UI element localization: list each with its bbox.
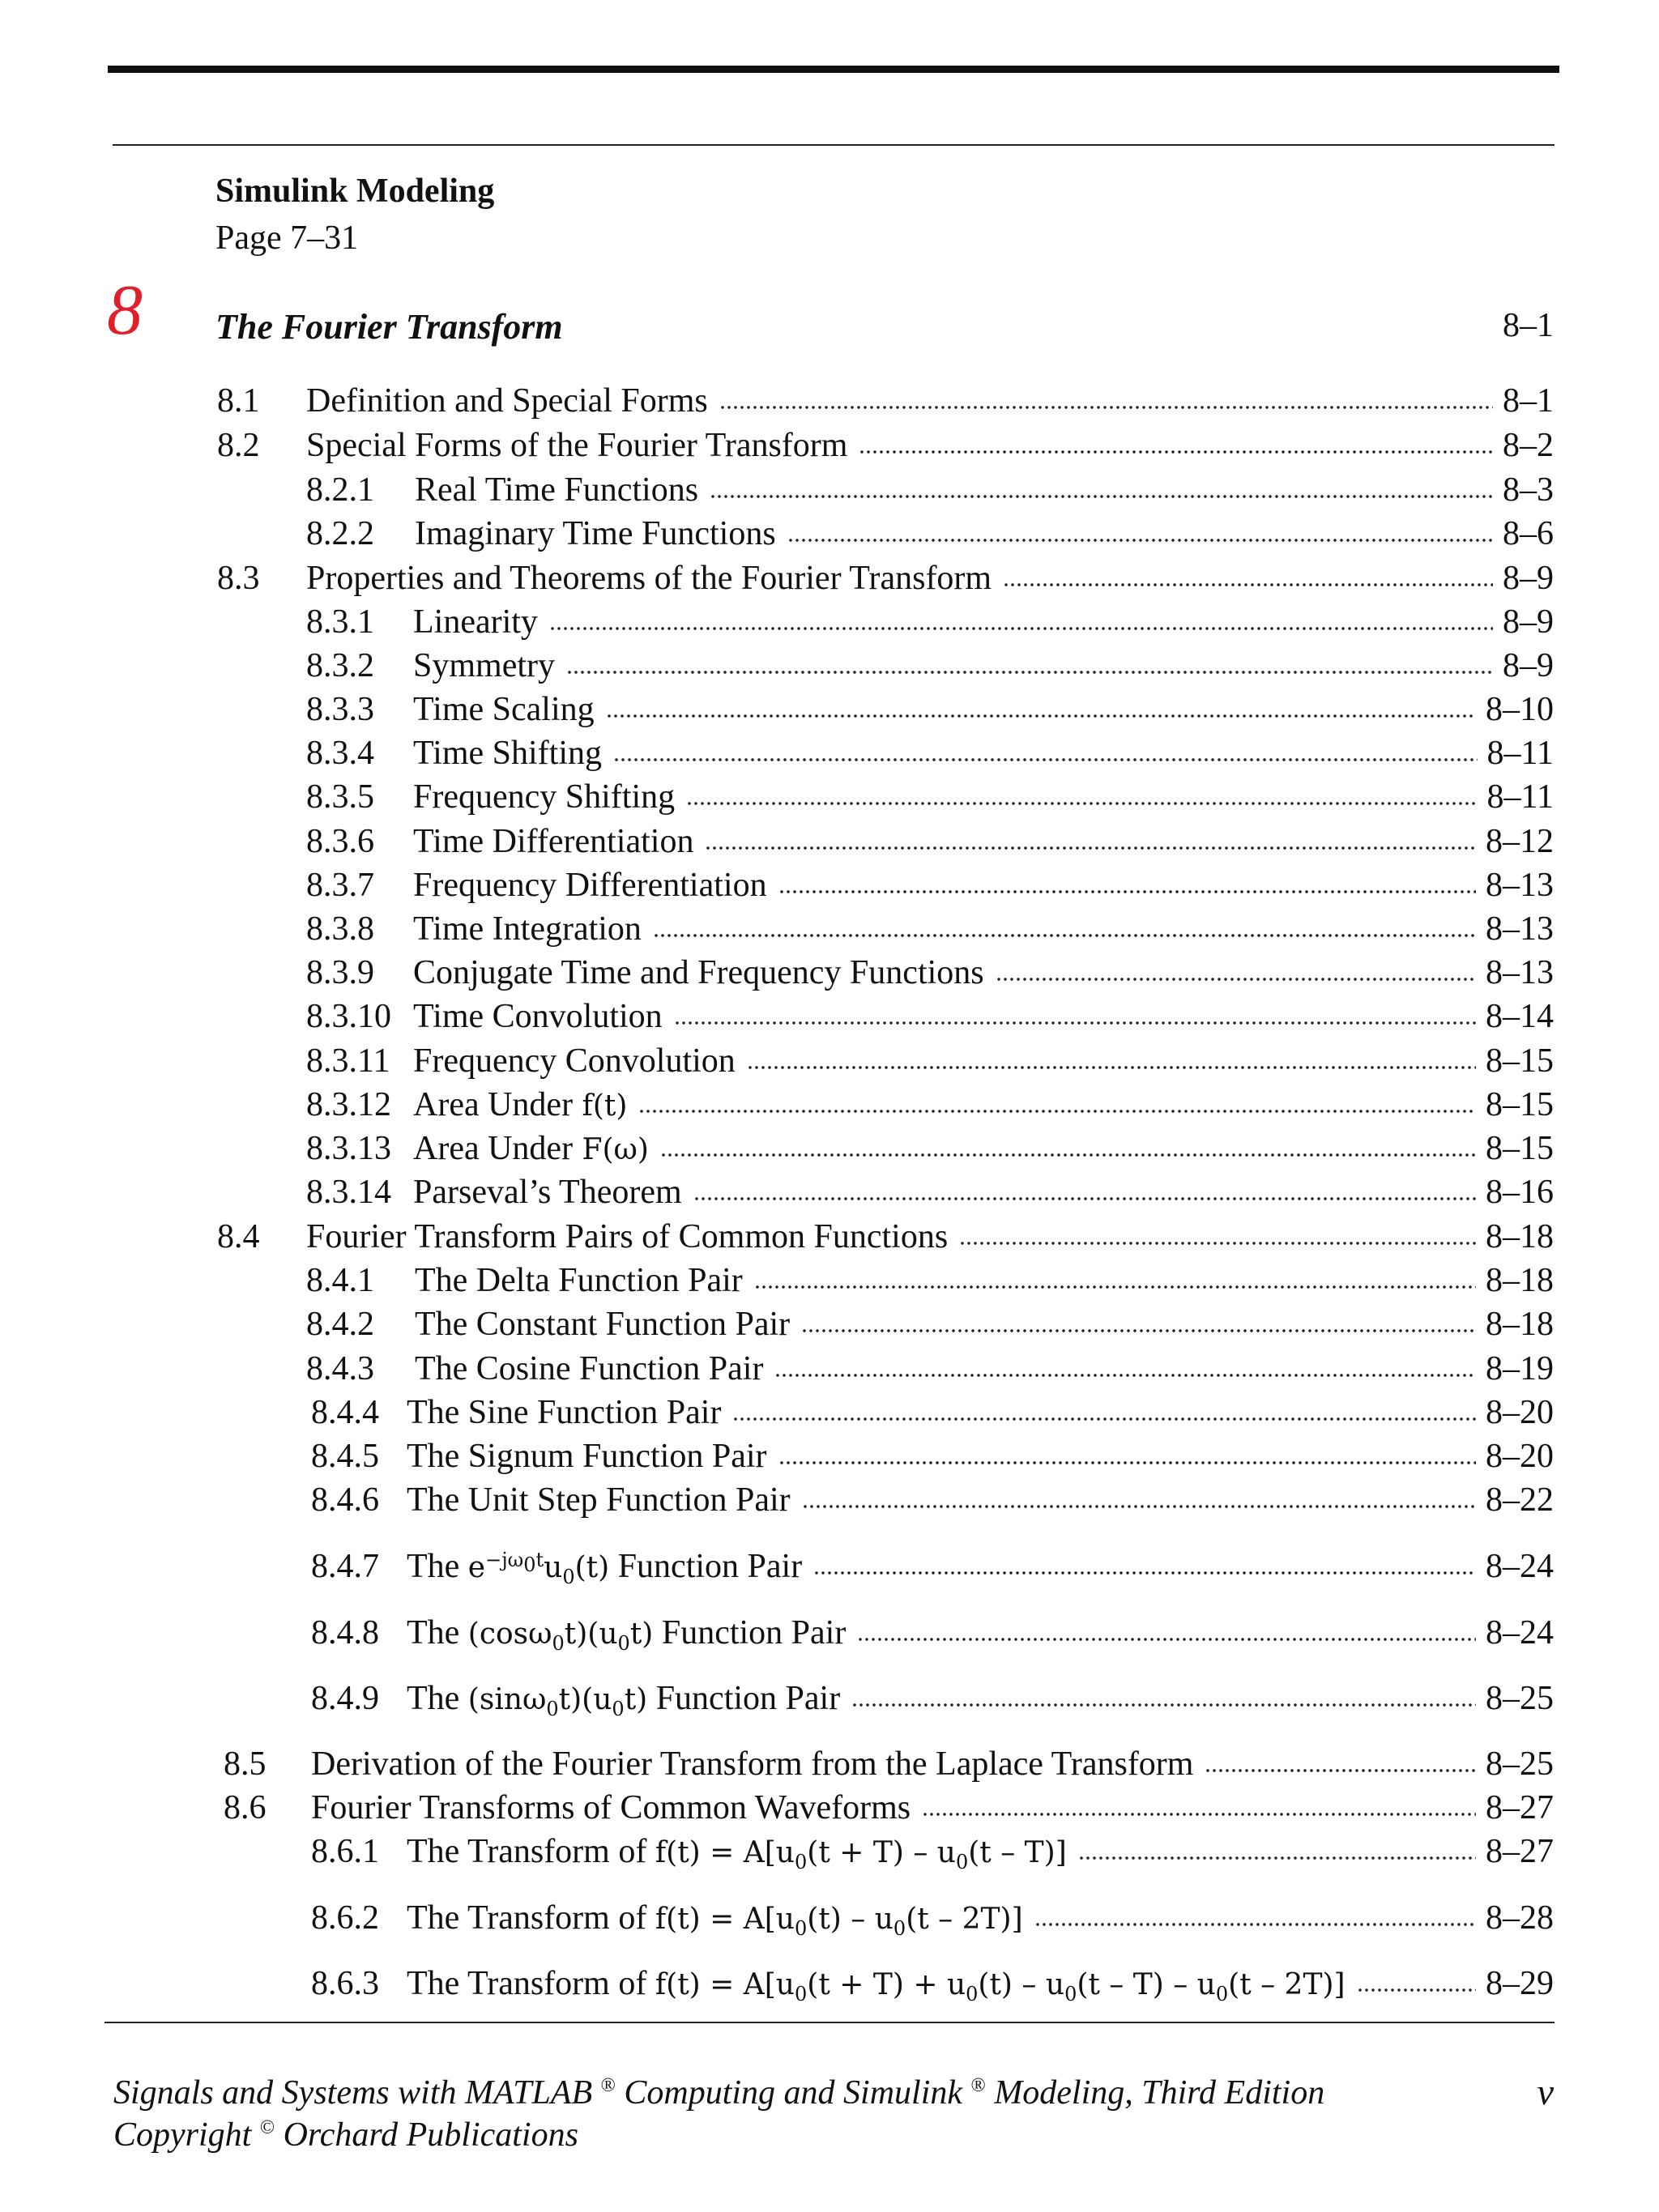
toc-entry-title [413,734,607,773]
toc-entry-title [413,910,646,948]
leader-dots [710,467,1493,501]
toc-entry-title [413,778,680,816]
top-thick-rule [108,66,1559,73]
toc-entry-title [413,1042,740,1080]
page-number: v [1537,2071,1554,2112]
toc-entry-title-text: The [407,1614,468,1652]
toc-entry[interactable] [311,1675,1554,1721]
toc-entry-title-text: Time Shifting [413,735,603,772]
toc-entry-title-text: Symmetry [413,647,555,684]
toc-entry-math: $(\sin\omega_0t)(u_0t)$ [467,1683,648,1721]
toc-entry-page: 8–27 [1486,1789,1554,1826]
leader-dots [693,1169,1476,1203]
registered-mark: ® [970,2075,986,2096]
footer-copyright [113,2116,578,2154]
toc-entry-title [407,1613,851,1655]
chapter-page: 8–1 [1503,307,1554,344]
toc-entry-number: 8.3 [217,560,260,597]
toc-entry-number: 8.3.8 [306,910,374,948]
toc-entry-page: 8–11 [1486,778,1554,816]
toc-entry-title [311,1788,915,1827]
leader-dots [813,1543,1476,1577]
toc-entry-page: 8–15 [1486,1042,1554,1080]
leader-dots [674,993,1476,1027]
footer-rule [104,2022,1555,2023]
toc-entry-number: 8.4 [217,1218,260,1255]
leader-dots [1205,1741,1476,1775]
toc-entry-title-text: The Unit Step Function Pair [407,1481,791,1519]
leader-dots [653,906,1476,940]
toc-entry[interactable] [306,1301,1554,1343]
toc-entry[interactable] [306,510,1554,552]
toc-entry[interactable] [217,1213,1554,1255]
toc-entry-title-text: Time Integration [413,910,642,948]
toc-entry-page: 8–19 [1486,1350,1554,1387]
toc-entry-number: 8.3.14 [306,1174,391,1211]
previous-section-title: Simulink Modeling [215,173,495,210]
toc-entry-title-text: Function Pair [609,1548,803,1585]
toc-entry-title-text: Area Under [413,1086,574,1123]
toc-entry[interactable] [306,642,1554,684]
toc-entry-title-text: Conjugate Time and Frequency Functions [413,954,984,991]
toc-entry-title [413,953,989,992]
toc-entry[interactable] [306,862,1554,904]
toc-entry-title-text: The Constant Function Pair [415,1306,791,1343]
toc-entry-number: 8.1 [217,382,260,420]
leader-dots [787,510,1493,544]
toc-entry[interactable] [306,599,1554,641]
leader-dots [566,642,1493,676]
toc-entry-number: 8.6.1 [311,1833,379,1870]
toc-entry-number: 8.2.2 [306,515,374,552]
toc-entry-number: 8.4.4 [311,1394,379,1431]
leader-dots [778,862,1476,896]
leader-dots [851,1675,1476,1709]
toc-entry[interactable] [306,686,1554,728]
toc-entry[interactable] [306,1169,1554,1211]
toc-entry-number: 8.2.1 [306,471,374,509]
leader-dots [802,1477,1476,1511]
toc-entry-title [407,1832,1072,1873]
toc-entry[interactable] [311,1477,1554,1519]
leader-dots [606,686,1476,720]
toc-entry-title-text: The [407,1680,468,1717]
toc-entry-title-text: The Transform of [407,1965,655,2002]
toc-entry-number: 8.3.6 [306,823,374,860]
toc-entry-title-text: Parseval’s Theorem [413,1174,682,1211]
toc-entry-page: 8–18 [1486,1306,1554,1343]
toc-entry[interactable] [311,1894,1554,1941]
toc-entry-number: 8.3.13 [306,1130,391,1167]
toc-entry-page: 8–29 [1486,1965,1554,2002]
toc-entry-page: 8–13 [1486,954,1554,991]
leader-dots [686,774,1477,808]
toc-entry-math: $f(t) = A[u_0(t) - u_0(t - 2T)]$ [655,1903,1023,1941]
toc-entry-title [413,690,599,729]
toc-entry-title [413,1129,654,1168]
toc-entry[interactable] [306,1257,1554,1299]
toc-entry-math: $f(t) = A[u_0(t + T) + u_0(t) - u_0(t - T) - u_0(t - 2T)]$ [655,1968,1346,2006]
toc-entry-page: 8–18 [1486,1218,1554,1255]
leader-dots [801,1301,1476,1335]
toc-entry-number: 8.6 [224,1789,267,1826]
toc-entry-title [415,1349,768,1388]
leader-dots [774,1345,1476,1379]
toc-entry-title [413,822,698,861]
toc-entry-title-text: Fourier Transform Pairs of Common Functions [306,1218,949,1255]
toc-entry-math: f(t) [573,1089,628,1123]
toc-entry-number: 8.3.2 [306,647,374,684]
leader-dots [859,422,1493,456]
toc-entry-title [306,426,852,465]
toc-entry-page: 8–6 [1503,515,1554,552]
toc-entry-page: 8–15 [1486,1130,1554,1167]
toc-entry-page: 8–3 [1503,471,1554,509]
previous-section-page: Page 7–31 [215,219,359,257]
toc-entry-title [407,1393,726,1432]
toc-entry-title [407,1481,795,1519]
toc-entry-number: 8.3.7 [306,867,374,904]
toc-entry-title-text: Special Forms of the Fourier Transform [306,427,848,464]
toc-entry-title [415,514,781,553]
toc-entry-math: $(\cos\omega_0t)(u_0t)$ [467,1617,654,1656]
toc-entry-math: F(ω) [573,1133,649,1166]
toc-entry-page: 8–11 [1486,735,1554,772]
top-thin-rule [113,144,1555,146]
leader-dots [747,1038,1476,1072]
toc-entry-math: $e^{-j\omega_0t}u_0(t)$ [467,1549,610,1589]
toc-entry-title-text: Definition and Special Forms [306,382,708,420]
toc-entry[interactable] [311,1543,1554,1589]
toc-entry-page: 8–24 [1486,1614,1554,1652]
toc-entry-title-text: The Delta Function Pair [415,1262,743,1299]
toc-entry-page: 8–20 [1486,1394,1554,1431]
toc-entry-number: 8.3.12 [306,1086,391,1123]
leader-dots [1357,1960,1476,1994]
leader-dots [922,1784,1476,1818]
toc-entry[interactable] [306,774,1554,816]
toc-entry-title [415,1261,748,1300]
toc-entry-page: 8–13 [1486,910,1554,948]
toc-entry-page: 8–9 [1503,560,1554,597]
leader-dots [549,599,1493,633]
footer-title-part2: Computing and Simulink [624,2074,963,2112]
toc-entry-title [311,1745,1198,1784]
toc-entry-title-text: The [407,1548,468,1585]
leader-dots [754,1257,1476,1291]
toc-entry-title-text: The Signum Function Pair [407,1438,767,1475]
toc-entry-title-text: Frequency Shifting [413,778,676,816]
toc-entry-title-text: Properties and Theorems of the Fourier Transform [306,560,992,597]
toc-entry[interactable] [306,730,1554,772]
toc-entry-title [413,1173,687,1212]
toc-entry-title-text: The Transform of [407,1833,655,1870]
copyright-label: Copyright [113,2116,252,2154]
toc-entry-title [306,1217,953,1256]
toc-entry-page: 8–2 [1503,427,1554,464]
toc-entry-page: 8–28 [1486,1899,1554,1937]
registered-mark: ® [600,2075,616,2096]
toc-entry-title-text: The Transform of [407,1899,655,1937]
toc-entry-title-text: The Cosine Function Pair [415,1350,764,1387]
toc-entry-page: 8–18 [1486,1262,1554,1299]
toc-entry-page: 8–24 [1486,1548,1554,1585]
toc-entry-number: 8.4.3 [306,1350,374,1387]
toc-entry-title [407,1679,845,1720]
toc-entry[interactable] [306,949,1554,991]
toc-entry-title-text: Linearity [413,603,538,641]
toc-entry[interactable] [306,906,1554,948]
toc-entry[interactable] [306,1038,1554,1080]
toc-entry-number: 8.4.6 [311,1481,379,1519]
toc-entry-number: 8.6.2 [311,1899,379,1937]
toc-entry-title [413,646,560,685]
toc-entry[interactable] [217,422,1554,464]
leader-dots [857,1609,1476,1643]
chapter-title[interactable]: The Fourier Transform [215,307,563,347]
leader-dots [705,818,1476,852]
toc-entry-page: 8–25 [1486,1745,1554,1783]
toc-entry-title [306,559,996,598]
leader-dots [778,1433,1477,1467]
toc-entry[interactable] [217,377,1554,420]
toc-entry-page: 8–14 [1486,998,1554,1035]
toc-entry-number: 8.3.11 [306,1042,390,1080]
toc-entry[interactable] [306,1345,1554,1387]
toc-entry-number: 8.6.3 [311,1965,379,2002]
toc-entry[interactable] [311,1828,1554,1874]
toc-entry-title [306,381,713,420]
toc-entry-number: 8.4.1 [306,1262,374,1299]
footer-title-part1: Signals and Systems with MATLAB [113,2074,593,2112]
leader-dots [660,1125,1476,1159]
toc-entry[interactable] [306,1125,1554,1167]
toc-entry[interactable] [306,993,1554,1035]
toc-entry-number: 8.4.5 [311,1438,379,1475]
toc-entry-page: 8–10 [1486,691,1554,728]
toc-entry-title [413,866,772,905]
toc-entry-number: 8.3.9 [306,954,374,991]
toc-entry-title [407,1899,1028,1940]
toc-entry-number: 8.4.7 [311,1548,379,1585]
toc-entry[interactable] [224,1741,1554,1783]
toc-entry-title [415,471,703,509]
toc-entry-title [413,1085,632,1124]
toc-entry[interactable] [306,818,1554,860]
toc-entry-page: 8–15 [1486,1086,1554,1123]
toc-entry-title-text: Area Under [413,1130,574,1167]
toc-entry-number: 8.5 [224,1745,267,1783]
toc-entry[interactable] [224,1784,1554,1826]
toc-entry-title [407,1964,1350,2005]
toc-entry-title-text: Time Convolution [413,998,663,1035]
toc-entry-title [415,1305,795,1344]
toc-entry-number: 8.3.1 [306,603,374,641]
toc-entry-page: 8–25 [1486,1680,1554,1717]
publisher-name: Orchard Publications [283,2116,578,2154]
toc-entry-page: 8–27 [1486,1833,1554,1870]
leader-dots [1034,1894,1476,1929]
toc-entry-number: 8.3.10 [306,998,391,1035]
leader-dots [1078,1828,1476,1862]
toc-entry-title-text: Derivation of the Fourier Transform from the Laplace Transform [311,1745,1194,1783]
leader-dots [1003,555,1493,589]
toc-entry-page: 8–1 [1503,382,1554,420]
toc-entry-page: 8–9 [1503,603,1554,641]
toc-entry-number: 8.3.3 [306,691,374,728]
toc-entry-page: 8–12 [1486,823,1554,860]
toc-entry-title-text: Time Differentiation [413,823,694,860]
leader-dots [732,1389,1476,1423]
toc-entry-page: 8–16 [1486,1174,1554,1211]
toc-entry[interactable] [311,1960,1554,2006]
toc-entry-number: 8.3.4 [306,735,374,772]
chapter-number: 8 [107,271,143,350]
toc-entry-title-text: Time Scaling [413,691,595,728]
toc-entry-number: 8.4.9 [311,1680,379,1717]
copyright-symbol: © [259,2117,275,2138]
leader-dots [996,949,1476,983]
toc-entry[interactable] [311,1609,1554,1656]
toc-entry-title-text: Frequency Differentiation [413,867,767,904]
toc-entry-number: 8.4.8 [311,1614,379,1652]
footer-title-part3: Modeling, Third Edition [994,2074,1325,2112]
toc-entry-title-text: Fourier Transforms of Common Waveforms [311,1789,911,1826]
toc-entry-title-text: Imaginary Time Functions [415,515,776,552]
leader-dots [638,1081,1476,1115]
toc-entry-page: 8–9 [1503,647,1554,684]
toc-entry-title [407,1547,807,1588]
toc-entry-title [407,1437,772,1476]
toc-entry[interactable] [217,555,1554,597]
leader-dots [959,1213,1476,1247]
toc-entry-page: 8–20 [1486,1438,1554,1475]
toc-entry-number: 8.4.2 [306,1306,374,1343]
toc-entry-math: $f(t) = A[u_0(t + T) - u_0(t - T)]$ [655,1836,1067,1874]
toc-entry-title-text: Real Time Functions [415,471,699,509]
toc-entry-title-text: Function Pair [653,1614,847,1652]
toc-entry-number: 8.3.5 [306,778,374,816]
toc-entry-title-text: Frequency Convolution [413,1042,736,1080]
toc-entry-title-text: Function Pair [647,1680,841,1717]
footer-book-title [113,2073,1324,2112]
toc-entry-page: 8–22 [1486,1481,1554,1519]
toc-entry-title [413,603,543,641]
toc-entry-title-text: The Sine Function Pair [407,1394,722,1431]
toc-entry[interactable] [306,1081,1554,1123]
toc-entry[interactable] [311,1433,1554,1475]
toc-entry-page: 8–13 [1486,867,1554,904]
leader-dots [613,730,1478,764]
toc-entry[interactable] [306,467,1554,509]
toc-entry[interactable] [311,1389,1554,1431]
leader-dots [719,377,1493,411]
toc-entry-number: 8.2 [217,427,260,464]
toc-entry-title [413,997,667,1036]
